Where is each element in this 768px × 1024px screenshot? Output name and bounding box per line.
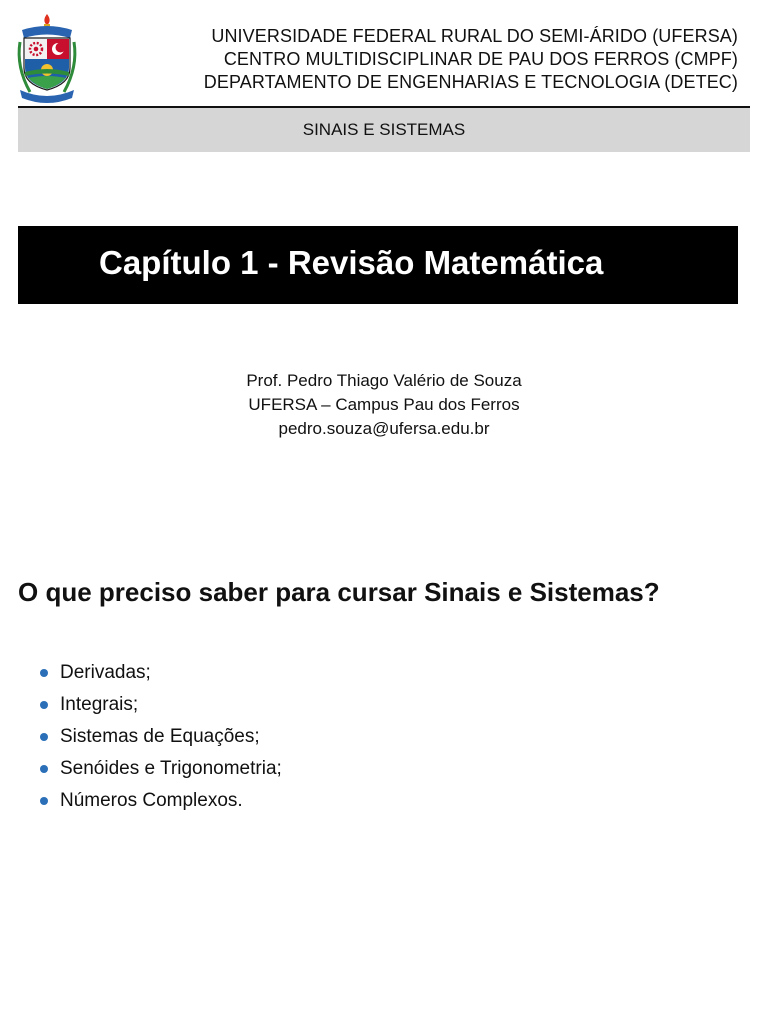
list-item-label: Senóides e Trigonometria; [60,758,282,779]
bullet-icon [40,669,48,677]
section-heading: O que preciso saber para cursar Sinais e Sistemas? [18,577,660,607]
author-name: Prof. Pedro Thiago Valério de Souza [246,371,522,390]
list-item [38,753,282,785]
list-item-label: Sistemas de Equações; [60,726,260,747]
department-name: DEPARTAMENTO DE ENGENHARIAS E TECNOLOGIA (DETEC) [203,72,738,92]
subject-bar: SINAIS E SISTEMAS [18,108,750,152]
bullet-icon [40,765,48,773]
bullet-icon [40,733,48,741]
list-item [38,689,282,721]
list-item [38,721,282,753]
list-item-label: Derivadas; [60,662,151,683]
ufersa-crest-icon [14,12,80,104]
bullet-icon [40,797,48,805]
bullet-icon [40,701,48,709]
university-name: UNIVERSIDADE FEDERAL RURAL DO SEMI-ÁRIDO (UFERSA) [211,26,738,46]
list-item-label: Integrais; [60,694,139,715]
author-email: pedro.souza@ufersa.edu.br [278,419,490,438]
chapter-title: Capítulo 1 - Revisão Matemática [18,226,738,304]
list-item [38,657,282,689]
author-affiliation: UFERSA – Campus Pau dos Ferros [248,395,520,414]
document-header [0,0,768,108]
institution-lines [204,25,738,94]
list-item [38,785,282,817]
author-block [0,369,768,441]
center-name: CENTRO MULTIDISCIPLINAR DE PAU DOS FERROS (CMPF) [223,49,738,69]
topic-list [38,657,282,817]
list-item-label: Números Complexos. [60,790,243,811]
